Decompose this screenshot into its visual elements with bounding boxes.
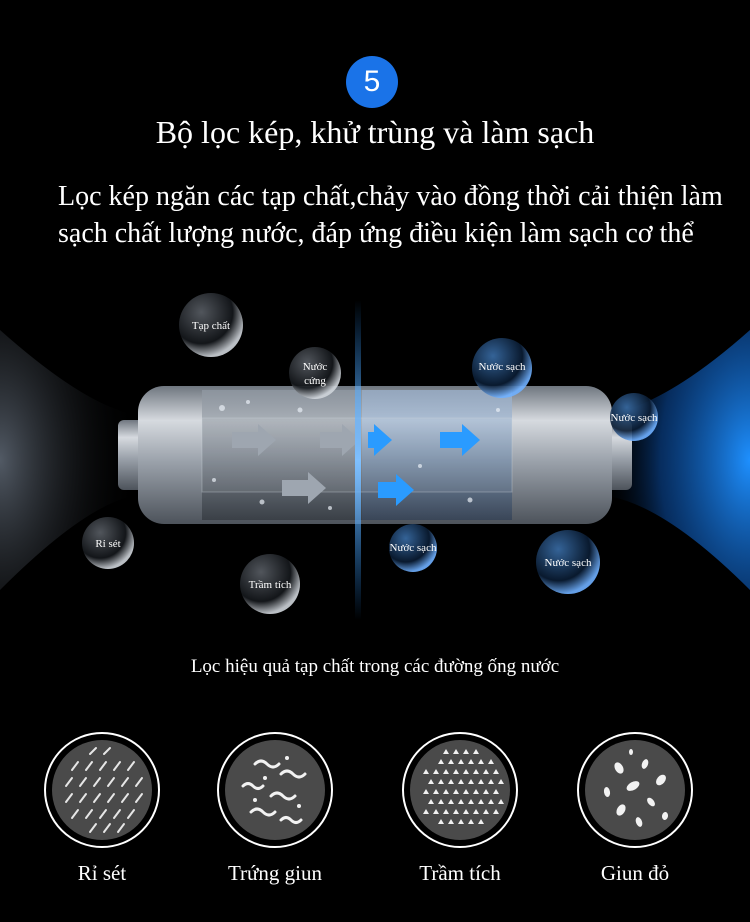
svg-text:Trầm tích: Trầm tích — [248, 579, 292, 591]
section-description: Lọc kép ngăn các tạp chất,chảy vào đồng thời cải thiện làm sạch chất lượng nước, đáp ứng điều kiện làm sạch cơ thể — [58, 181, 723, 249]
impurity-icons — [0, 730, 750, 920]
bubble-nuoc-sach-right — [610, 393, 658, 441]
impurity-item — [560, 730, 710, 886]
step-number: 5 — [363, 65, 381, 98]
impurity-label: Trứng giun — [227, 861, 323, 885]
svg-text:Rỉ sét: Rỉ sét — [95, 538, 121, 550]
rust-pattern-icon — [42, 730, 162, 850]
bubble-ri-set — [82, 517, 134, 569]
bubble-nuoc-sach-bottom-right — [536, 530, 600, 594]
impurity-item — [27, 730, 177, 886]
impurity-item — [200, 730, 350, 886]
svg-text:Nước sạch: Nước sạch — [610, 412, 658, 424]
svg-text:Nước sạch: Nước sạch — [544, 557, 592, 569]
svg-text:Nước sạch: Nước sạch — [478, 361, 526, 373]
section-title: Bộ lọc kép, khử trùng và làm sạch — [155, 114, 595, 150]
svg-text:Nước sạch: Nước sạch — [389, 542, 437, 554]
impurity-label: Trầm tích — [419, 861, 501, 885]
worm-egg-pattern-icon — [215, 730, 335, 850]
bubble-nuoc-sach-bottom-center — [389, 524, 437, 572]
svg-text:cứng: cứng — [304, 375, 326, 387]
red-worm-pattern-icon — [575, 730, 695, 850]
diagram-caption: Lọc hiệu quả tạp chất trong các đường ống nước — [190, 656, 560, 677]
svg-text:Nước: Nước — [302, 361, 328, 373]
filter-beam — [355, 300, 361, 620]
bubble-nuoc-sach-top — [472, 338, 532, 398]
impurity-label: Giun đỏ — [600, 861, 670, 885]
impurity-item — [385, 730, 535, 886]
sediment-pattern-icon — [400, 730, 520, 850]
bubble-tap-chat — [179, 293, 243, 357]
svg-text:Tạp chất: Tạp chất — [191, 320, 231, 332]
bubble-nuoc-cung — [289, 347, 341, 399]
filter-diagram — [0, 290, 750, 630]
impurity-label: Rỉ sét — [77, 861, 127, 885]
bubble-tram-tich — [240, 554, 300, 614]
step-number-badge — [346, 56, 398, 108]
